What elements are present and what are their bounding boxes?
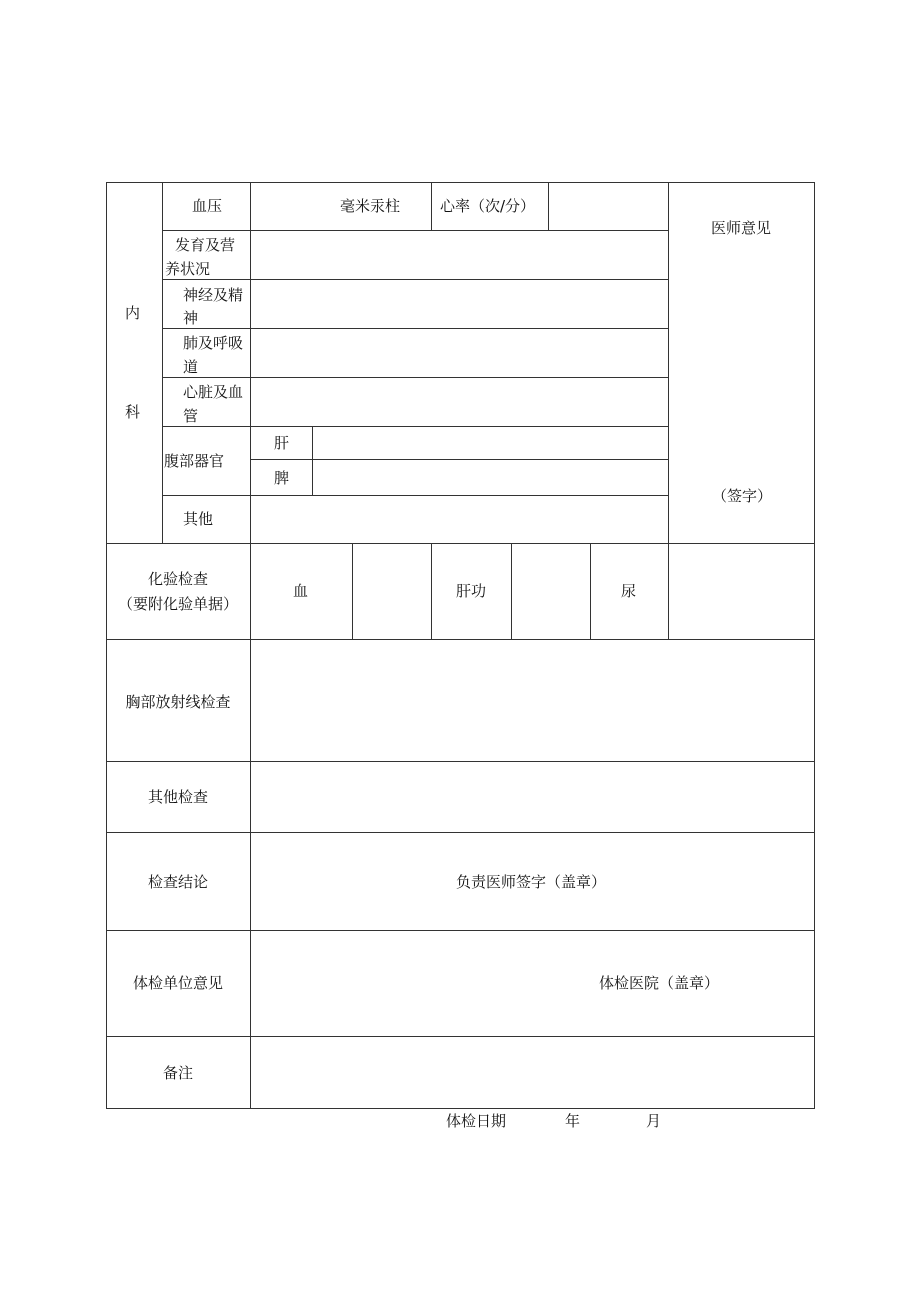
row-divider-internal-end	[106, 543, 815, 544]
col-divider-label-lower	[250, 543, 251, 1109]
table-border-left	[106, 182, 107, 1109]
exam-year-label: 年	[565, 1112, 581, 1130]
conclusion-label: 检查结论	[147, 873, 208, 891]
table-border-top	[106, 182, 815, 183]
lab-label-line1: 化验检查	[147, 570, 208, 588]
conclusion-signature-note: 负责医师签字（盖章）	[456, 873, 607, 891]
blood-pressure-label: 血压	[192, 197, 223, 215]
remarks-label: 备注	[162, 1064, 193, 1082]
row-divider-nerves	[162, 328, 668, 329]
col-divider-lab-4	[590, 543, 591, 639]
lungs-label-line2: 道	[183, 358, 199, 376]
blood-pressure-unit: 毫米汞柱	[340, 197, 401, 215]
lab-blood-label: 血	[293, 582, 309, 600]
heart-rate-label: 心率（次/分）	[440, 197, 536, 215]
row-divider-unit-opinion	[106, 1036, 815, 1037]
col-divider-doctor-opinion	[668, 182, 669, 543]
abdomen-label: 腹部器官	[164, 452, 225, 470]
lab-label-line2: （要附化验单据）	[117, 595, 238, 613]
exam-date-label: 体检日期	[446, 1112, 507, 1130]
row-divider-xray	[106, 761, 815, 762]
heart-label-line1: 心脏及血	[183, 383, 244, 401]
col-divider-lab-1	[352, 543, 353, 639]
col-divider-lab-2	[431, 543, 432, 639]
row-divider-bp	[162, 230, 668, 231]
lab-liver-function-label: 肝功	[456, 582, 487, 600]
col-divider-section	[162, 182, 163, 543]
hospital-stamp-note: 体检医院（盖章）	[599, 974, 720, 992]
row-divider-lab	[106, 639, 815, 640]
col-divider-bp-hr	[431, 182, 432, 230]
col-divider-label-internal	[250, 182, 251, 543]
row-divider-development	[162, 279, 668, 280]
lungs-label-line1: 肺及呼吸	[183, 334, 244, 352]
row-divider-lungs	[162, 377, 668, 378]
other-exams-label: 其他检查	[147, 788, 208, 806]
row-divider-abdomen	[162, 495, 668, 496]
doctor-signature-label: （签字）	[712, 487, 773, 505]
col-divider-abdomen-sub	[312, 426, 313, 495]
table-border-right	[814, 182, 815, 1109]
col-divider-lab-3	[511, 543, 512, 639]
nerves-label-line2: 神	[183, 309, 199, 327]
nerves-label-line1: 神经及精	[183, 286, 244, 304]
col-divider-hr-value	[548, 182, 549, 230]
development-label-line2: 养状况	[165, 260, 211, 278]
row-divider-conclusion	[106, 930, 815, 931]
other-label: 其他	[183, 510, 214, 528]
section-label-internal-2: 科	[125, 403, 141, 421]
heart-label-line2: 管	[183, 407, 199, 425]
section-label-internal-1: 内	[125, 304, 141, 322]
lab-urine-label: 尿	[621, 582, 637, 600]
exam-month-label: 月	[646, 1112, 662, 1130]
doctor-opinion-label: 医师意见	[711, 219, 772, 237]
row-divider-heart	[162, 426, 668, 427]
spleen-label: 脾	[274, 469, 290, 487]
col-divider-lab-5	[668, 543, 669, 639]
development-label-line1: 发育及营	[175, 236, 236, 254]
unit-opinion-label: 体检单位意见	[132, 974, 223, 992]
liver-label: 肝	[274, 434, 290, 452]
chest-xray-label: 胸部放射线检查	[125, 693, 231, 711]
row-divider-other-exams	[106, 832, 815, 833]
